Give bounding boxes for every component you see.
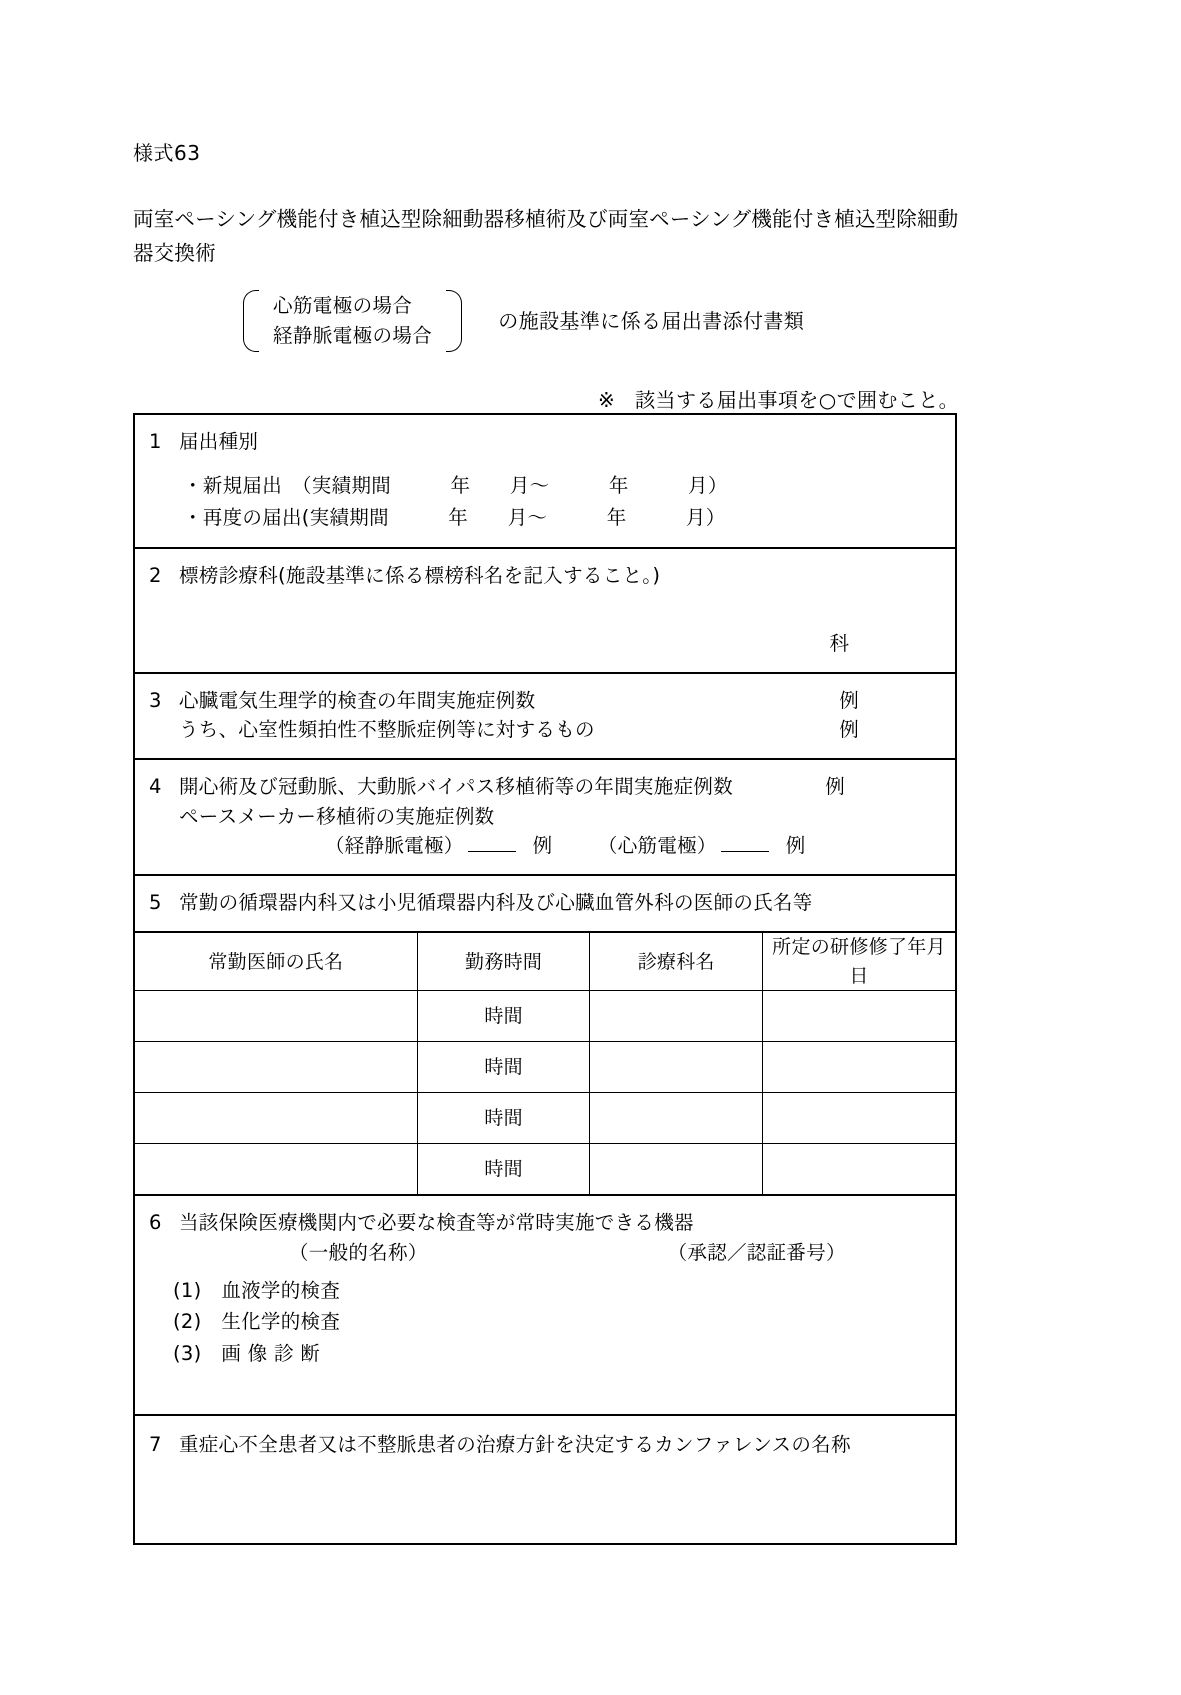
section-6-subheaders bbox=[149, 1238, 941, 1267]
column-header-hours: 勤務時間 bbox=[417, 933, 590, 991]
section-6-heading-row bbox=[149, 1208, 941, 1237]
section-7-heading-row bbox=[149, 1430, 941, 1459]
section-1-heading: 届出種別 bbox=[179, 430, 259, 453]
section-5-heading: 常勤の循環器内科又は小児循環器内科及び心臓血管外科の医師の氏名等 bbox=[179, 891, 813, 915]
instruction-note bbox=[598, 385, 959, 415]
form-number: 様式63 bbox=[133, 141, 201, 165]
table-row bbox=[135, 1042, 955, 1093]
section-4-number: 4 bbox=[149, 775, 162, 799]
section-2-heading-row bbox=[149, 561, 941, 590]
section-7-number: 7 bbox=[149, 1432, 162, 1456]
section-3-unit-2: 例 bbox=[839, 718, 859, 742]
section-4-label-myocardial: （心筋電極） bbox=[597, 833, 717, 857]
form-body-table bbox=[133, 413, 957, 1545]
section-1-notification-type bbox=[135, 415, 955, 549]
note-mark-icon: ※ bbox=[597, 388, 616, 412]
cell-training-date[interactable] bbox=[762, 991, 955, 1042]
section-4-label-transvenous: （経静脈電極） bbox=[325, 833, 464, 857]
column-header-name: 常勤医師の氏名 bbox=[135, 933, 417, 991]
section-7-heading: 重症心不全患者又は不整脈患者の治療方針を決定するカンファレンスの名称 bbox=[179, 1432, 851, 1456]
section-2-unit-ka: 科 bbox=[829, 631, 849, 655]
section-4-line-1 bbox=[149, 772, 941, 801]
cell-hours[interactable]: 時間 bbox=[417, 991, 590, 1042]
section-4-input-transvenous[interactable] bbox=[468, 833, 516, 852]
section-5-physicians bbox=[135, 876, 955, 1196]
cell-name[interactable] bbox=[135, 1093, 417, 1144]
cell-name[interactable] bbox=[135, 991, 417, 1042]
section-2-heading: 標榜診療科(施設基準に係る標榜科名を記入すること。) bbox=[179, 564, 661, 588]
brace-options bbox=[259, 291, 446, 350]
section-2-department bbox=[135, 549, 955, 674]
section-1-bullet-repeat[interactable]: ・再度の届出(実績期間 年 月〜 年 月） bbox=[183, 505, 726, 529]
cell-training-date[interactable] bbox=[762, 1144, 955, 1195]
section-4-input-myocardial[interactable] bbox=[721, 833, 769, 852]
section-6-equipment bbox=[135, 1196, 955, 1415]
section-4-label-1: 開心術及び冠動脈、大動脈バイパス移植術等の年間実施症例数 bbox=[179, 775, 734, 799]
section-4-surgery-cases bbox=[135, 760, 955, 876]
table-row bbox=[135, 1144, 955, 1195]
cell-hours[interactable]: 時間 bbox=[417, 1042, 590, 1093]
section-3-eps-cases bbox=[135, 674, 955, 761]
section-6-general-name-label: （一般的名称） bbox=[289, 1240, 428, 1264]
note-text: 該当する届出事項を○で囲むこと。 bbox=[635, 388, 959, 412]
brace-right-icon bbox=[446, 290, 462, 352]
section-4-unit-1: 例 bbox=[825, 775, 845, 799]
section-3-line-2 bbox=[149, 715, 941, 744]
section-6-approval-no-label: （承認／認証番号） bbox=[667, 1240, 846, 1264]
table-row bbox=[135, 991, 955, 1042]
brace-left-icon bbox=[243, 290, 259, 352]
document-title: 両室ペーシング機能付き植込型除細動器移植術及び両室ペーシング機能付き植込型除細動器交換術 bbox=[133, 207, 959, 265]
brace-tail-text: の施設基準に係る届出書添付書類 bbox=[498, 309, 805, 333]
section-3-label-2: うち、心室性頻拍性不整脈症例等に対するもの bbox=[179, 718, 595, 742]
cell-hours[interactable]: 時間 bbox=[417, 1093, 590, 1144]
cell-training-date[interactable] bbox=[762, 1042, 955, 1093]
section-5-number: 5 bbox=[149, 891, 162, 915]
section-5-heading-row bbox=[149, 888, 941, 917]
section-3-number: 3 bbox=[149, 688, 162, 712]
section-6-item-2[interactable]: (2) 生化学的検査 bbox=[173, 1310, 341, 1334]
table-row bbox=[135, 1093, 955, 1144]
physicians-table-header-row bbox=[135, 933, 955, 991]
cell-department[interactable] bbox=[590, 1144, 763, 1195]
section-4-unit-myocardial: 例 bbox=[785, 833, 806, 857]
electrode-type-brace-group bbox=[243, 290, 804, 352]
column-header-department: 診療科名 bbox=[590, 933, 763, 991]
cell-department[interactable] bbox=[590, 1093, 763, 1144]
section-5-grid-wrapper bbox=[135, 931, 955, 1194]
cell-name[interactable] bbox=[135, 1042, 417, 1093]
section-6-item-3[interactable]: (3) 画 像 診 断 bbox=[173, 1342, 321, 1366]
brace-option-transvenous[interactable]: 経静脈電極の場合 bbox=[273, 324, 433, 347]
section-1-heading-row bbox=[149, 427, 941, 456]
brace-option-myocardial[interactable]: 心筋電極の場合 bbox=[273, 294, 413, 318]
section-3-unit-1: 例 bbox=[839, 688, 859, 712]
section-2-number: 2 bbox=[149, 564, 162, 588]
section-7-conference bbox=[135, 1416, 955, 1543]
section-6-number: 6 bbox=[149, 1211, 162, 1235]
section-4-unit-transvenous: 例 bbox=[532, 833, 553, 857]
section-1-bullet-new[interactable]: ・新規届出 （実績期間 年 月〜 年 月） bbox=[183, 474, 728, 498]
cell-name[interactable] bbox=[135, 1144, 417, 1195]
cell-hours[interactable]: 時間 bbox=[417, 1144, 590, 1195]
column-header-training-date: 所定の研修修了年月日 bbox=[762, 933, 955, 991]
cell-department[interactable] bbox=[590, 991, 763, 1042]
cell-training-date[interactable] bbox=[762, 1093, 955, 1144]
section-6-item-1[interactable]: (1) 血液学的検査 bbox=[173, 1278, 341, 1302]
section-3-label-1: 心臓電気生理学的検査の年間実施症例数 bbox=[179, 688, 536, 712]
section-1-number: 1 bbox=[149, 430, 162, 453]
section-6-heading: 当該保険医療機関内で必要な検査等が常時実施できる機器 bbox=[179, 1211, 694, 1235]
physicians-table bbox=[135, 933, 955, 1194]
cell-department[interactable] bbox=[590, 1042, 763, 1093]
section-4-line-2: ペースメーカー移植術の実施症例数 bbox=[179, 804, 495, 828]
brace-wrapper bbox=[243, 290, 462, 352]
section-3-line-1 bbox=[149, 686, 941, 715]
section-4-line-3 bbox=[149, 831, 941, 860]
